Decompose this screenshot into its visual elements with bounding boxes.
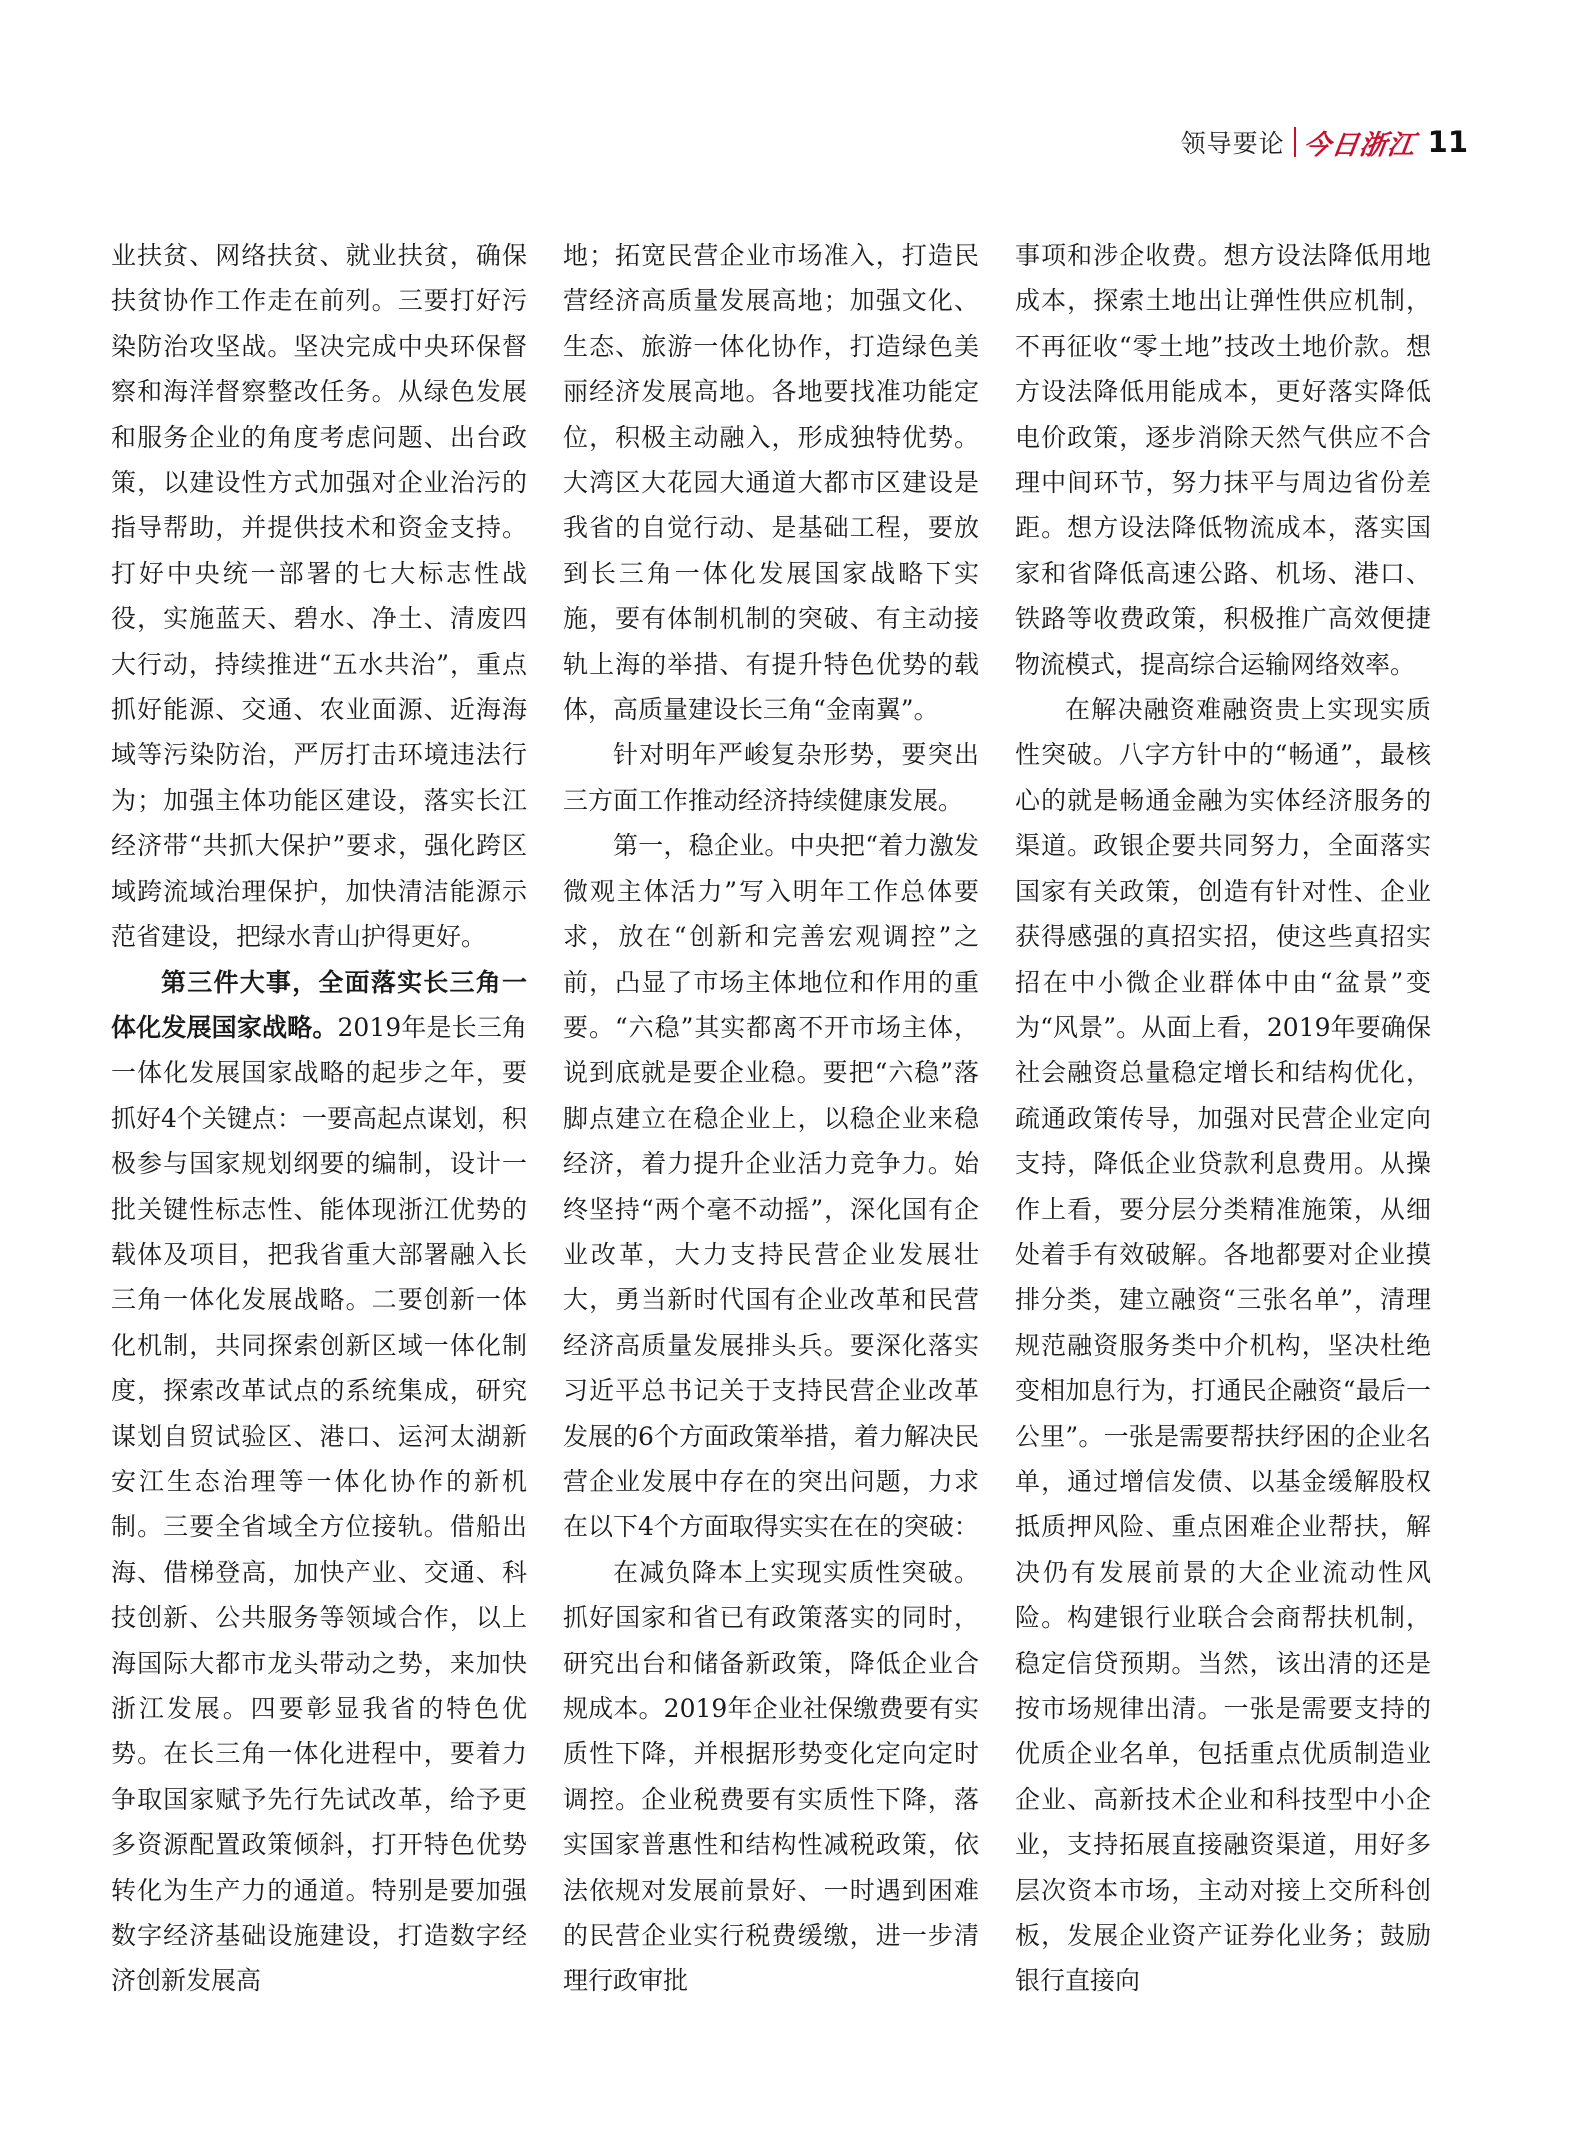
column-3: [1015, 233, 1431, 2004]
paragraph: 地；拓宽民营企业市场准入，打造民营经济高质量发展高地；加强文化、生态、旅游一体化协作，打造绿色美丽经济发展高地。各地要找准功能定位，积极主动融入，形成独特优势。大湾区大花园大通道大都市区建设是我省的自觉行动、是基础工程，要放到长三角一体化发展国家战略下实施，要有体制机制的突破、有主动接轨上海的举措、有提升特色优势的载体，高质量建设长三角“金南翼”。: [563, 241, 979, 725]
paragraph: 事项和涉企收费。想方设法降低用地成本，探索土地出让弹性供应机制，不再征收“零土地”技改土地价款。想方设法降低用能成本，更好落实降低电价政策，逐步消除天然气供应不合理中间环节，努力抹平与周边省份差距。想方设法降低物流成本，落实国家和省降低高速公路、机场、港口、铁路等收费政策，积极推广高效便捷物流模式，提高综合运输网络效率。: [1015, 241, 1431, 679]
page-number: 11: [1427, 125, 1468, 159]
paragraph: 针对明年严峻复杂形势，要突出三方面工作推动经济持续健康发展。: [563, 740, 979, 815]
paragraph: 业扶贫、网络扶贫、就业扶贫，确保扶贫协作工作走在前列。三要打好污染防治攻坚战。坚决完成中央环保督察和海洋督察整改任务。从绿色发展和服务企业的角度考虑问题、出台政策，以建设性方式加强对企业治污的指导帮助，并提供技术和资金支持。打好中央统一部署的七大标志性战役，实施蓝天、碧水、净土、清废四大行动，持续推进“五水共治”，重点抓好能源、交通、农业面源、近海海域等污染防治，严厉打击环境违法行为；加强主体功能区建设，落实长江经济带“共抓大保护”要求，强化跨区域跨流域治理保护，加快清洁能源示范省建设，把绿水青山护得更好。: [111, 241, 527, 952]
paragraph-text: 2019年是长三角一体化发展国家战略的起步之年，要抓好4个关键点：一要高起点谋划，积极参与国家规划纲要的编制，设计一批关键性标志性、能体现浙江优势的载体及项目，把我省重大部署融入长三角一体化发展战略。二要创新一体化机制，共同探索创新区域一体化制度，探索改革试点的系统集成，研究谋划自贸试验区、港口、运河太湖新安江生态治理等一体化协作的新机制。三要全省域全方位接轨。借船出海、借梯登高，加快产业、交通、科技创新、公共服务等领域合作，以上海国际大都市龙头带动之势，来加快浙江发展。四要彰显我省的特色优势。在长三角一体化进程中，要着力争取国家赋予先行先试改革，给予更多资源配置政策倾斜，打开特色优势转化为生产力的通道。特别是要加强数字经济基础设施建设，打造数字经济创新发展高: [111, 1012, 527, 1996]
brand-logo: 今日浙江: [1301, 129, 1418, 161]
paragraph: [111, 960, 527, 2004]
paragraph: 在减负降本上实现实质性突破。抓好国家和省已有政策落实的同时，研究出台和储备新政策，降低企业合规成本。2019年企业社保缴费要有实质性下降，并根据形势变化定向定时调控。企业税费要有实质性下降，落实国家普惠性和结构性减税政策，依法依规对发展前景好、一时遇到困难的民营企业实行税费缓缴，进一步清理行政审批: [563, 1557, 979, 1996]
column-2: [563, 233, 979, 2004]
paragraph: 在解决融资难融资贵上实现实质性突破。八字方针中的“畅通”，最核心的就是畅通金融为实体经济服务的渠道。政银企要共同努力，全面落实国家有关政策，创造有针对性、企业获得感强的真招实招，使这些真招实招在中小微企业群体中由“盆景”变为“风景”。从面上看，2019年要确保社会融资总量稳定增长和结构优化，疏通政策传导，加强对民营企业定向支持，降低企业贷款利息费用。从操作上看，要分层分类精准施策，从细处着手有效破解。各地都要对企业摸排分类，建立融资“三张名单”，清理规范融资服务类中介机构，坚决杜绝变相加息行为，打通民企融资“最后一公里”。一张是需要帮扶纾困的企业名单，通过增信发债、以基金缓解股权抵质押风险、重点困难企业帮扶，解决仍有发展前景的大企业流动性风险。构建银行业联合会商帮扶机制，稳定信贷预期。当然，该出清的还是按市场规律出清。一张是需要支持的优质企业名单，包括重点优质制造业企业、高新技术企业和科技型中小企业，支持拓展直接融资渠道，用好多层次资本市场，主动对接上交所科创板，发展企业资产证券化业务；鼓励银行直接向: [1015, 695, 1431, 1996]
page-header: [1181, 122, 1468, 162]
section-label: 领导要论: [1180, 129, 1285, 158]
paragraph-lead: 第三件大事，全面落实长三角一体化发展国家战略。: [111, 967, 527, 1042]
column-1: [111, 233, 527, 2004]
article-body: [111, 233, 1431, 2004]
paragraph: 第一，稳企业。中央把“着力激发微观主体活力”写入明年工作总体要求，放在“创新和完善宏观调控”之前，凸显了市场主体地位和作用的重要。“六稳”其实都离不开市场主体，说到底就是要企业稳。要把“六稳”落脚点建立在稳企业上，以稳企业来稳经济，着力提升企业活力竞争力。始终坚持“两个毫不动摇”，深化国有企业改革，大力支持民营企业发展壮大，勇当新时代国有企业改革和民营经济高质量发展排头兵。要深化落实习近平总书记关于支持民营企业改革发展的6个方面政策举措，着力解决民营企业发展中存在的突出问题，力求在以下4个方面取得实实在在的突破：: [563, 831, 979, 1542]
header-divider: [1294, 127, 1296, 157]
